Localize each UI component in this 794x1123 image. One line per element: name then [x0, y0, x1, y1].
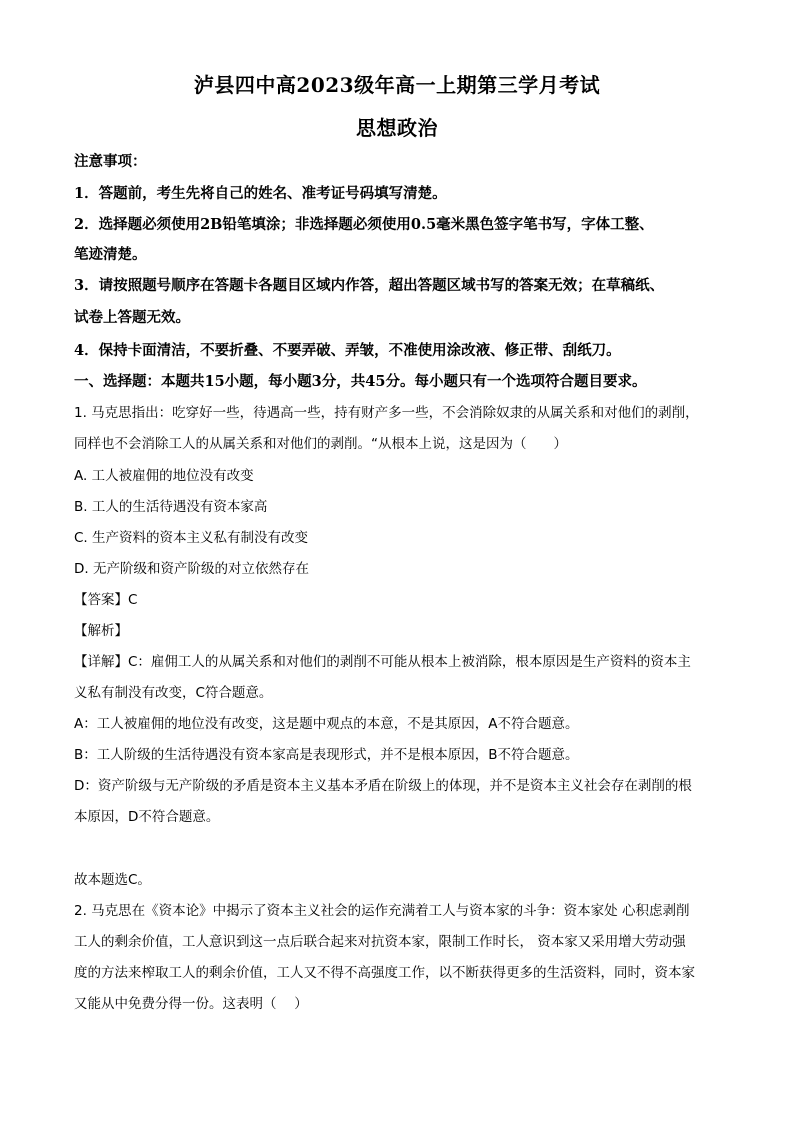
notice-heading: 注意事项：: [74, 153, 147, 170]
answer-label: 【答案】C: [74, 592, 138, 608]
notice-item: 2．选择题必须使用2B铅笔填涂；非选择题必须使用0.5毫米黑色签字笔书写，字体工整、: [74, 216, 654, 233]
detail-line: D：资产阶级与无产阶级的矛盾是资本主义基本矛盾在阶级上的体现，并不是资本主义社会存在剥削的根: [74, 778, 692, 794]
detail-line: 义私有制没有改变，C符合题意。: [74, 685, 273, 701]
detail-line: 本原因，D不符合题意。: [74, 809, 220, 825]
option-d: D. 无产阶级和资产阶级的对立依然存在: [74, 561, 309, 577]
question-stem: 同样也不会消除工人的从属关系和对他们的剥削。“从根本上说，这是因为（ ）: [74, 436, 567, 452]
detail-line: 【详解】C：雇佣工人的从属关系和对他们的剥削不可能从根本上被消除，根本原因是生产资料的资本主: [74, 654, 691, 670]
option-b: B. 工人的生活待遇没有资本家高: [74, 499, 268, 515]
notice-item: 1．答题前，考生先将自己的姓名、准考证号码填写清楚。: [74, 185, 447, 202]
question-stem: 又能从中免费分得一份。这表明（ ）: [74, 996, 308, 1012]
detail-line: B：工人阶级的生活待遇没有资本家高是表现形式，并不是根本原因，B不符合题意。: [74, 747, 579, 763]
notice-item: 3．请按照题号顺序在答题卡各题目区域内作答，超出答题区域书写的答案无效；在草稿纸、: [74, 277, 665, 294]
option-c: C. 生产资料的资本主义私有制没有改变: [74, 530, 309, 546]
section-heading: 一、选择题：本题共15小题，每小题3分，共45分。每小题只有一个选项符合题目要求。: [74, 373, 647, 390]
exam-title: 泸县四中高2023级年高一上期第三学月考试: [193, 73, 601, 97]
question-stem: 度的方法来榨取工人的剩余价值，工人又不得不高强度工作，以不断获得更多的生活资料，同时，资本家: [74, 965, 695, 981]
notice-item: 试卷上答题无效。: [74, 309, 190, 326]
notice-item: 笔迹清楚。: [74, 246, 147, 263]
exam-subject: 思想政治: [356, 116, 438, 140]
analysis-label: 【解析】: [74, 623, 128, 639]
question-stem: 工人的剩余价值，工人意识到这一点后联合起来对抗资本家，限制工作时长， 资本家又采用增大劳动强: [74, 934, 686, 950]
question-stem: 1. 马克思指出：吃穿好一些，待遇高一些，持有财产多一些，不会消除奴隶的从属关系和对他们的剥削，: [74, 405, 699, 421]
conclusion-line: 故本题选C。: [74, 872, 151, 888]
detail-line: A：工人被雇佣的地位没有改变，这是题中观点的本意，不是其原因，A不符合题意。: [74, 716, 579, 732]
notice-item: 4．保持卡面清洁，不要折叠、不要弄破、弄皱，不准使用涂改液、修正带、刮纸刀。: [74, 342, 621, 359]
option-a: A. 工人被雇佣的地位没有改变: [74, 468, 254, 484]
question-stem: 2. 马克思在《资本论》中揭示了资本主义社会的运作充满着工人与资本家的斗争：资本家处 心积虑剥削: [74, 903, 690, 919]
